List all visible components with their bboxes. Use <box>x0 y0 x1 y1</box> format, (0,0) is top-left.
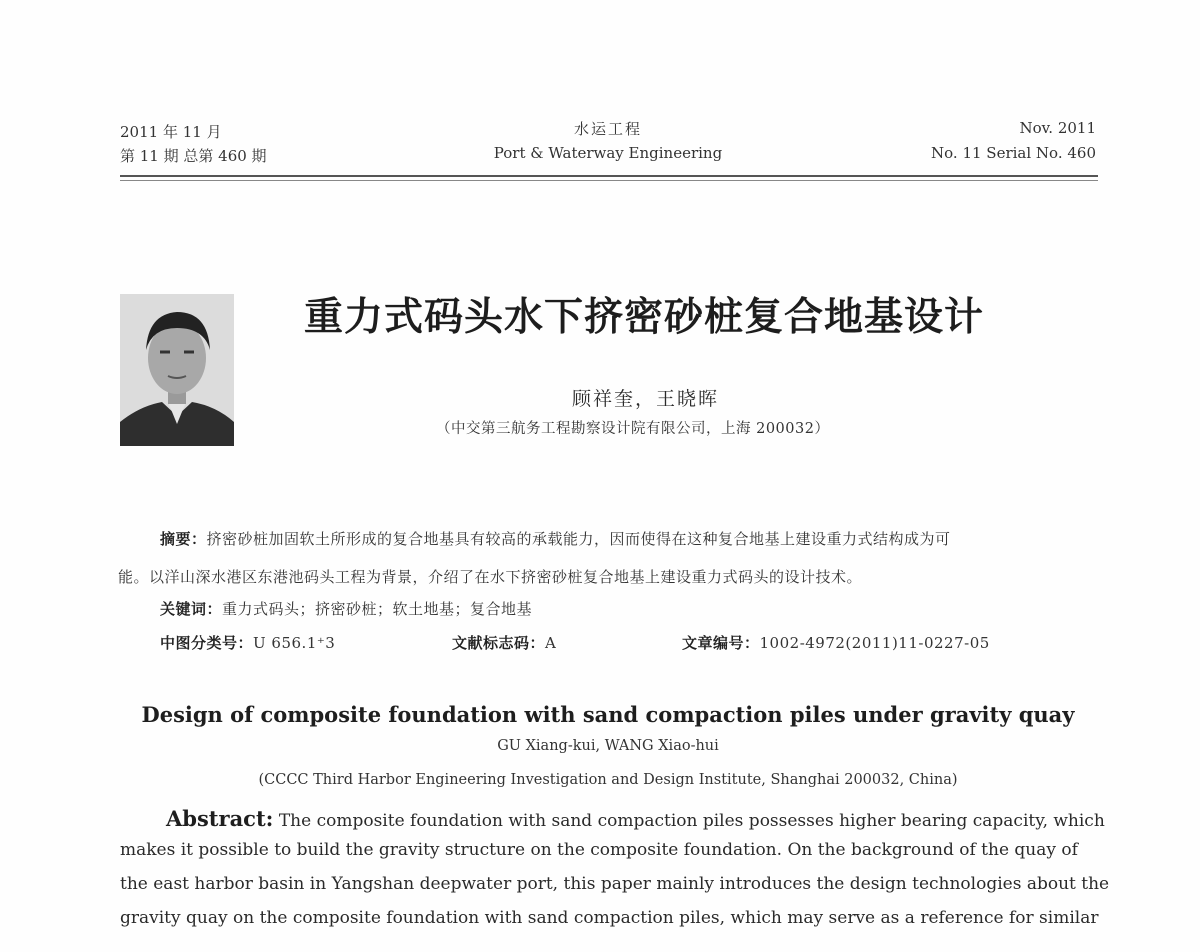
abstract-cn-line2: 能。以洋山深水港区东港池码头工程为背景，介绍了在水下挤密砂桩复合地基上建设重力式码头的设计技术。 <box>118 568 863 586</box>
abstract-en-line1 <box>166 806 1105 831</box>
abstract-cn-label: 摘要： <box>160 530 207 548</box>
header-journal-en: Port & Waterway Engineering <box>493 144 723 162</box>
abstract-en-line4: gravity quay on the composite foundation with sand compaction piles, which may serve as a reference for similar <box>120 908 1099 928</box>
header-issue-cn: 第 11 期 总第 460 期 <box>120 147 267 165</box>
abstract-en-label: Abstract: <box>166 806 274 831</box>
abstract-en-text1: The composite foundation with sand compaction piles possesses higher bearing capacity, which <box>278 811 1105 831</box>
header-rule <box>120 175 1098 177</box>
header-rule-thin <box>120 180 1098 181</box>
title-cn: 重力式码头水下挤密砂桩复合地基设计 <box>304 295 985 340</box>
keywords-cn-value: 重力式码头；挤密砂桩；软土地基；复合地基 <box>222 600 533 618</box>
authors-cn: 顾祥奎，王晓晖 <box>572 388 720 410</box>
keywords-cn <box>160 598 532 619</box>
author-photo <box>120 294 234 446</box>
affiliation-en: (CCCC Third Harbor Engineering Investigation and Design Institute, Shanghai 200032, China) <box>258 772 958 788</box>
header-date-en: Nov. 2011 <box>1019 119 1096 137</box>
abstract-cn-line1 <box>160 528 951 549</box>
keywords-cn-label: 关键词： <box>160 600 223 618</box>
article-label: 文章编号： <box>682 634 760 652</box>
clc-number <box>160 632 335 653</box>
doc-label: 文献标志码： <box>452 634 546 652</box>
header-journal-cn: 水运工程 <box>573 120 642 138</box>
affiliation-cn: （中交第三航务工程勘察设计院有限公司，上海 200032） <box>436 421 830 437</box>
doc-value: A <box>545 634 557 652</box>
author-portrait-icon <box>120 294 234 446</box>
document-code <box>452 632 556 653</box>
header-date-cn: 2011 年 11 月 <box>120 123 222 141</box>
article-number <box>682 632 990 653</box>
abstract-cn-text1: 挤密砂桩加固软土所形成的复合地基具有较高的承载能力，因而使得在这种复合地基上建设重力式结构成为可 <box>206 530 951 548</box>
authors-en: GU Xiang-kui, WANG Xiao-hui <box>497 738 719 754</box>
abstract-en-line3: the east harbor basin in Yangshan deepwater port, this paper mainly introduces the design technologies about the <box>120 874 1110 894</box>
abstract-en-line2: makes it possible to build the gravity structure on the composite foundation. On the background of the quay of <box>120 840 1078 860</box>
clc-value: U 656.1⁺3 <box>253 634 336 652</box>
clc-label: 中图分类号： <box>160 634 254 652</box>
header-issue-en: No. 11 Serial No. 460 <box>931 144 1096 162</box>
article-value: 1002-4972(2011)11-0227-05 <box>759 634 990 652</box>
title-en: Design of composite foundation with sand compaction piles under gravity quay <box>141 702 1075 727</box>
